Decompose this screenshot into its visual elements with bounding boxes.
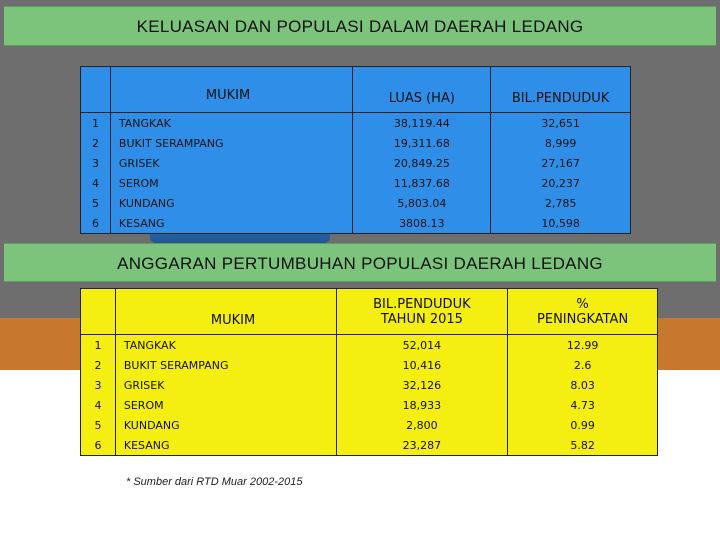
row-mukim: KESANG (110, 213, 353, 234)
row-penduduk: 2,800 (336, 415, 508, 435)
row-mukim: KUNDANG (110, 193, 353, 213)
header-mukim: MUKIM (110, 67, 353, 113)
header-no (81, 67, 111, 113)
row-number: 2 (81, 133, 111, 153)
table-row (81, 213, 631, 234)
row-mukim: GRISEK (110, 153, 353, 173)
row-number: 1 (81, 335, 116, 356)
row-pct: 4.73 (508, 395, 658, 415)
header-no (81, 289, 116, 335)
title-banner-1: KELUASAN DAN POPULASI DALAM DAERAH LEDANG (4, 6, 716, 46)
row-luas: 5,803.04 (353, 193, 491, 213)
table-row (81, 133, 631, 153)
row-penduduk: 52,014 (336, 335, 508, 356)
row-mukim: TANGKAK (115, 335, 336, 356)
row-pct: 8.03 (508, 375, 658, 395)
table-row (81, 173, 631, 193)
table-row (81, 395, 658, 415)
area-population-table (80, 66, 631, 234)
row-penduduk: 18,933 (336, 395, 508, 415)
table-row (81, 375, 658, 395)
header-penduduk-line1: BIL.PENDUDUK (373, 296, 471, 312)
table-row (81, 415, 658, 435)
table-row (81, 193, 631, 213)
row-penduduk: 32,126 (336, 375, 508, 395)
row-mukim: KUNDANG (115, 415, 336, 435)
row-penduduk: 32,651 (491, 113, 631, 134)
row-mukim: SEROM (115, 395, 336, 415)
row-mukim: BUKIT SERAMPANG (110, 133, 353, 153)
header-pct-line2: PENINGKATAN (537, 311, 629, 327)
row-penduduk: 8,999 (491, 133, 631, 153)
row-number: 4 (81, 395, 116, 415)
row-penduduk: 2,785 (491, 193, 631, 213)
row-pct: 0.99 (508, 415, 658, 435)
row-pct: 12.99 (508, 335, 658, 356)
row-luas: 20,849.25 (353, 153, 491, 173)
row-number: 5 (81, 415, 116, 435)
row-penduduk: 20,237 (491, 173, 631, 193)
title-banner-2: ANGGARAN PERTUMBUHAN POPULASI DAERAH LEDANG (4, 243, 716, 282)
header-peningkatan (508, 289, 658, 335)
row-number: 6 (81, 435, 116, 456)
row-luas: 38,119.44 (353, 113, 491, 134)
row-penduduk: 10,416 (336, 355, 508, 375)
header-mukim: MUKIM (115, 289, 336, 335)
row-number: 2 (81, 355, 116, 375)
row-mukim: SEROM (110, 173, 353, 193)
row-luas: 11,837.68 (353, 173, 491, 193)
header-penduduk-line2: TAHUN 2015 (380, 311, 463, 327)
table-row (81, 335, 658, 356)
row-penduduk: 27,167 (491, 153, 631, 173)
row-luas: 19,311.68 (353, 133, 491, 153)
row-pct: 5.82 (508, 435, 658, 456)
row-number: 5 (81, 193, 111, 213)
header-penduduk-2015 (336, 289, 508, 335)
row-number: 6 (81, 213, 111, 234)
header-luas: LUAS (HA) (353, 67, 491, 113)
row-number: 4 (81, 173, 111, 193)
row-pct: 2.6 (508, 355, 658, 375)
header-pct-line1: % (576, 296, 589, 312)
header-penduduk: BIL.PENDUDUK (491, 67, 631, 113)
row-luas: 3808.13 (353, 213, 491, 234)
population-growth-table (80, 288, 658, 456)
row-number: 3 (81, 153, 111, 173)
table-header-row (81, 67, 631, 113)
table-row (81, 113, 631, 134)
table-row (81, 153, 631, 173)
row-mukim: KESANG (115, 435, 336, 456)
row-number: 1 (81, 113, 111, 134)
table-header-row (81, 289, 658, 335)
row-penduduk: 23,287 (336, 435, 508, 456)
row-mukim: BUKIT SERAMPANG (115, 355, 336, 375)
row-mukim: GRISEK (115, 375, 336, 395)
table-row (81, 355, 658, 375)
row-number: 3 (81, 375, 116, 395)
row-mukim: TANGKAK (110, 113, 353, 134)
source-note: * Sumber dari RTD Muar 2002-2015 (126, 476, 303, 488)
row-penduduk: 10,598 (491, 213, 631, 234)
table-row (81, 435, 658, 456)
